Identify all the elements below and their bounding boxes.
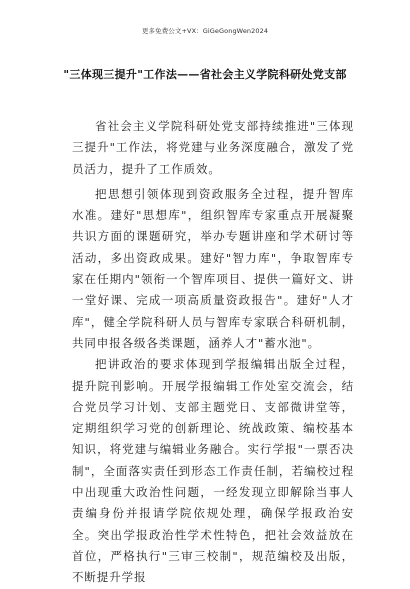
paragraph-intro: 省社会主义学院科研处党支部持续推进"三体现三提升"工作法，将党建与业务深度融合，激发了党员活力，提升了工作质效。 [72, 119, 354, 176]
document-title: "三体现三提升"工作法——省社会主义学院科研处党支部 [63, 68, 347, 81]
paragraph-think-tank: 把思想引领体现到资政服务全过程，提升智库水准。建好"思想库"，组织智库专家重点开展凝聚共识方面的课题研究，举办专题讲座和学术研讨等活动，多出资政成果。建好"智力库"，争取智库专家在任期内"领衔一个智库项目、提供一篇好文、讲一堂好课、完成一项高质量资政报告"。建好"人才库"，健全学院科研人员与智库专家联合科研机制，共同申报各级各类课题，涵养人才"蓄水池"。 [72, 186, 354, 350]
paragraph-journal: 把讲政治的要求体现到学报编辑出版全过程，提升院刊影响。开展学报编辑工作处室交流会，结合党员学习计划、支部主题党日、支部微讲堂等，定期组织学习党的创新理论、统战政策、编校基本知识，将党建与编辑业务融合。实行学报"一票否决制"，全面落实责任到形态工作责任制，若编校过程中出现重大政治性问题，一经发现立即解除当事人责编身份并报请学院依规处理，确保学报政治安全。突出学报政治性学术性特色，把社会效益放在首位，严格执行"三审三校制"，规范编校及出版，不断提升学报 [72, 357, 354, 585]
page-header: 更多免费公文+VX：GiGeGongWen2024 [141, 27, 269, 35]
document-body [72, 116, 354, 589]
